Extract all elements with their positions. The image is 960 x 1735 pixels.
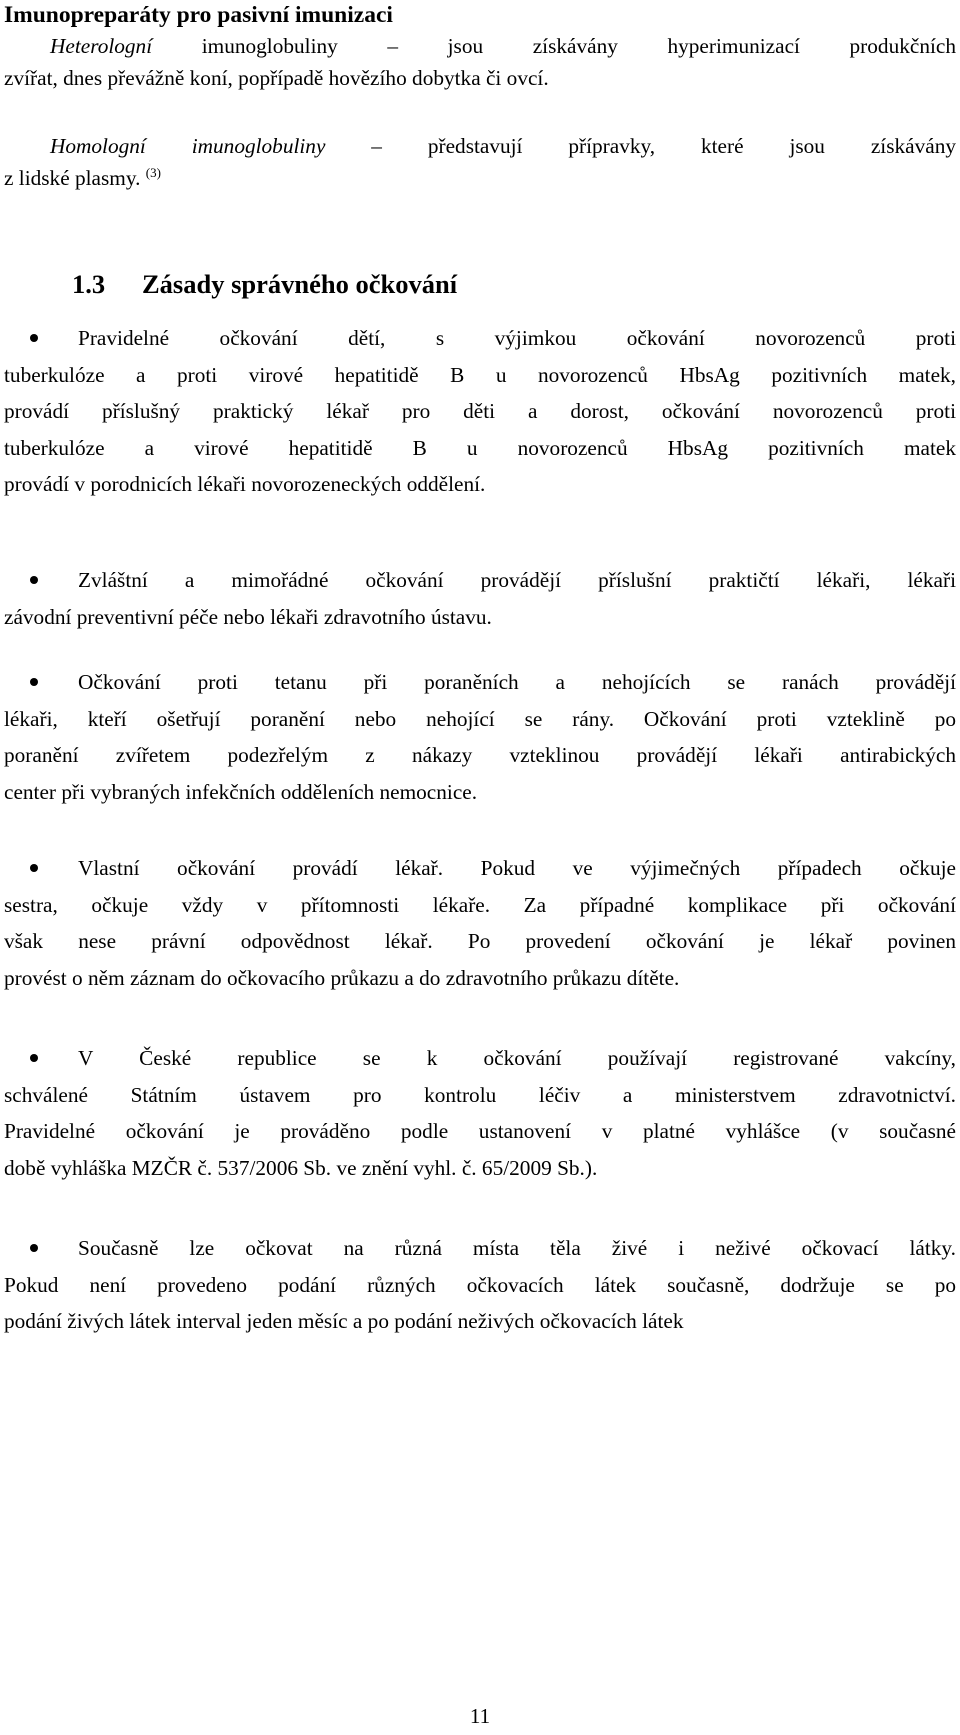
term-homologni: Homologní imunoglobuliny [50, 134, 326, 158]
paragraph-line: Heterologní imunoglobuliny – jsou získávány hyperimunizací produkčních [50, 34, 956, 58]
bullet-line: však nese právní odpovědnost lékař. Po provedení očkování je lékař povinen [4, 929, 956, 953]
heading-title: Zásady správného očkování [142, 269, 458, 299]
page-number: 11 [469, 1704, 491, 1728]
bullet-line: závodní preventivní péče nebo lékaři zdravotního ústavu. [4, 604, 492, 629]
heading-number: 1.3 [72, 269, 106, 299]
bullet-line: tuberkulóze a proti virové hepatitidě B u novorozenců HbsAg pozitivních matek, [4, 362, 956, 387]
paragraph-line: zvířat, dnes převážně koní, popřípadě hovězího dobytka či ovcí. [4, 66, 549, 90]
bullet-dot-icon [30, 334, 38, 342]
bullet-line: Pravidelné očkování dětí, s výjimkou očkování novorozenců proti [78, 326, 956, 350]
section-title: Imunopreparáty pro pasivní imunizaci [4, 2, 393, 28]
bullet-line: Pokud není provedeno podání různých očkovacích látek současně, dodržuje se po [4, 1272, 956, 1297]
bullet-line: Vlastní očkování provádí lékař. Pokud ve výjimečných případech očkuje [78, 856, 956, 880]
bullet-line: V České republice se k očkování používají registrované vakcíny, [78, 1046, 956, 1070]
chapter-heading [72, 268, 457, 300]
term-heterologni: Heterologní [50, 34, 153, 58]
bullet-dot-icon [30, 576, 38, 584]
paragraph-line: Homologní imunoglobuliny – představují přípravky, které jsou získávány [50, 134, 956, 158]
bullet-dot-icon [30, 1244, 38, 1252]
bullet-line: schválené Státním ústavem pro kontrolu léčiv a ministerstvem zdravotnictví. [4, 1082, 956, 1107]
bullet-text [4, 1040, 956, 1186]
paragraph-heterologous [4, 30, 956, 94]
bullet-item [4, 850, 956, 996]
bullet-line: tuberkulóze a virové hepatitidě B u novorozenců HbsAg pozitivních matek [4, 435, 956, 460]
bullet-item [4, 664, 956, 810]
bullet-line: Zvláštní a mimořádné očkování provádějí příslušní praktičtí lékaři, lékaři [78, 568, 956, 592]
bullet-item [4, 1040, 956, 1186]
bullet-dot-icon [30, 864, 38, 872]
reference-marker: (3) [145, 164, 161, 180]
bullet-line: provést o něm záznam do očkovacího průkazu a do zdravotního průkazu dítěte. [4, 965, 680, 990]
bullet-line: poranění zvířetem podezřelým z nákazy vzteklinou provádějí lékaři antirabických [4, 743, 956, 767]
bullet-line: lékaři, kteří ošetřují poranění nebo nehojící se rány. Očkování proti vzteklině po [4, 706, 956, 731]
bullet-line: podání živých látek interval jeden měsíc a po podání neživých očkovacích látek [4, 1309, 684, 1333]
bullet-line: provádí v porodnicích lékaři novorozeneckých oddělení. [4, 472, 486, 496]
bullet-line: sestra, očkuje vždy v přítomnosti lékaře. Za případné komplikace při očkování [4, 892, 956, 917]
paragraph-line: z lidské plasmy. $^{(3)}$ [4, 164, 161, 190]
bullet-dot-icon [30, 678, 38, 686]
bullet-item [4, 320, 956, 503]
bullet-line: Očkování proti tetanu při poraněních a nehojících se ranách provádějí [78, 670, 956, 694]
bullet-item [4, 562, 956, 635]
bullet-line: Současně lze očkovat na různá místa těla živé i neživé očkovací látky. [78, 1236, 956, 1260]
bullet-text [4, 320, 956, 503]
bullet-item [4, 1230, 956, 1340]
bullet-line: Pravidelné očkování je prováděno podle ustanovení v platné vyhlášce (v současné [4, 1119, 956, 1143]
bullet-text [4, 1230, 956, 1340]
bullet-text [4, 664, 956, 810]
bullet-dot-icon [30, 1054, 38, 1062]
bullet-text [4, 850, 956, 996]
bullet-text [4, 562, 956, 635]
bullet-line: center při vybraných infekčních odděleních nemocnice. [4, 779, 478, 804]
bullet-line: provádí příslušný praktický lékař pro děti a dorost, očkování novorozenců proti [4, 399, 956, 423]
paragraph-homologous [4, 130, 956, 194]
bullet-line: době vyhláška MZČR č. 537/2006 Sb. ve znění vyhl. č. 65/2009 Sb.). [4, 1155, 598, 1180]
